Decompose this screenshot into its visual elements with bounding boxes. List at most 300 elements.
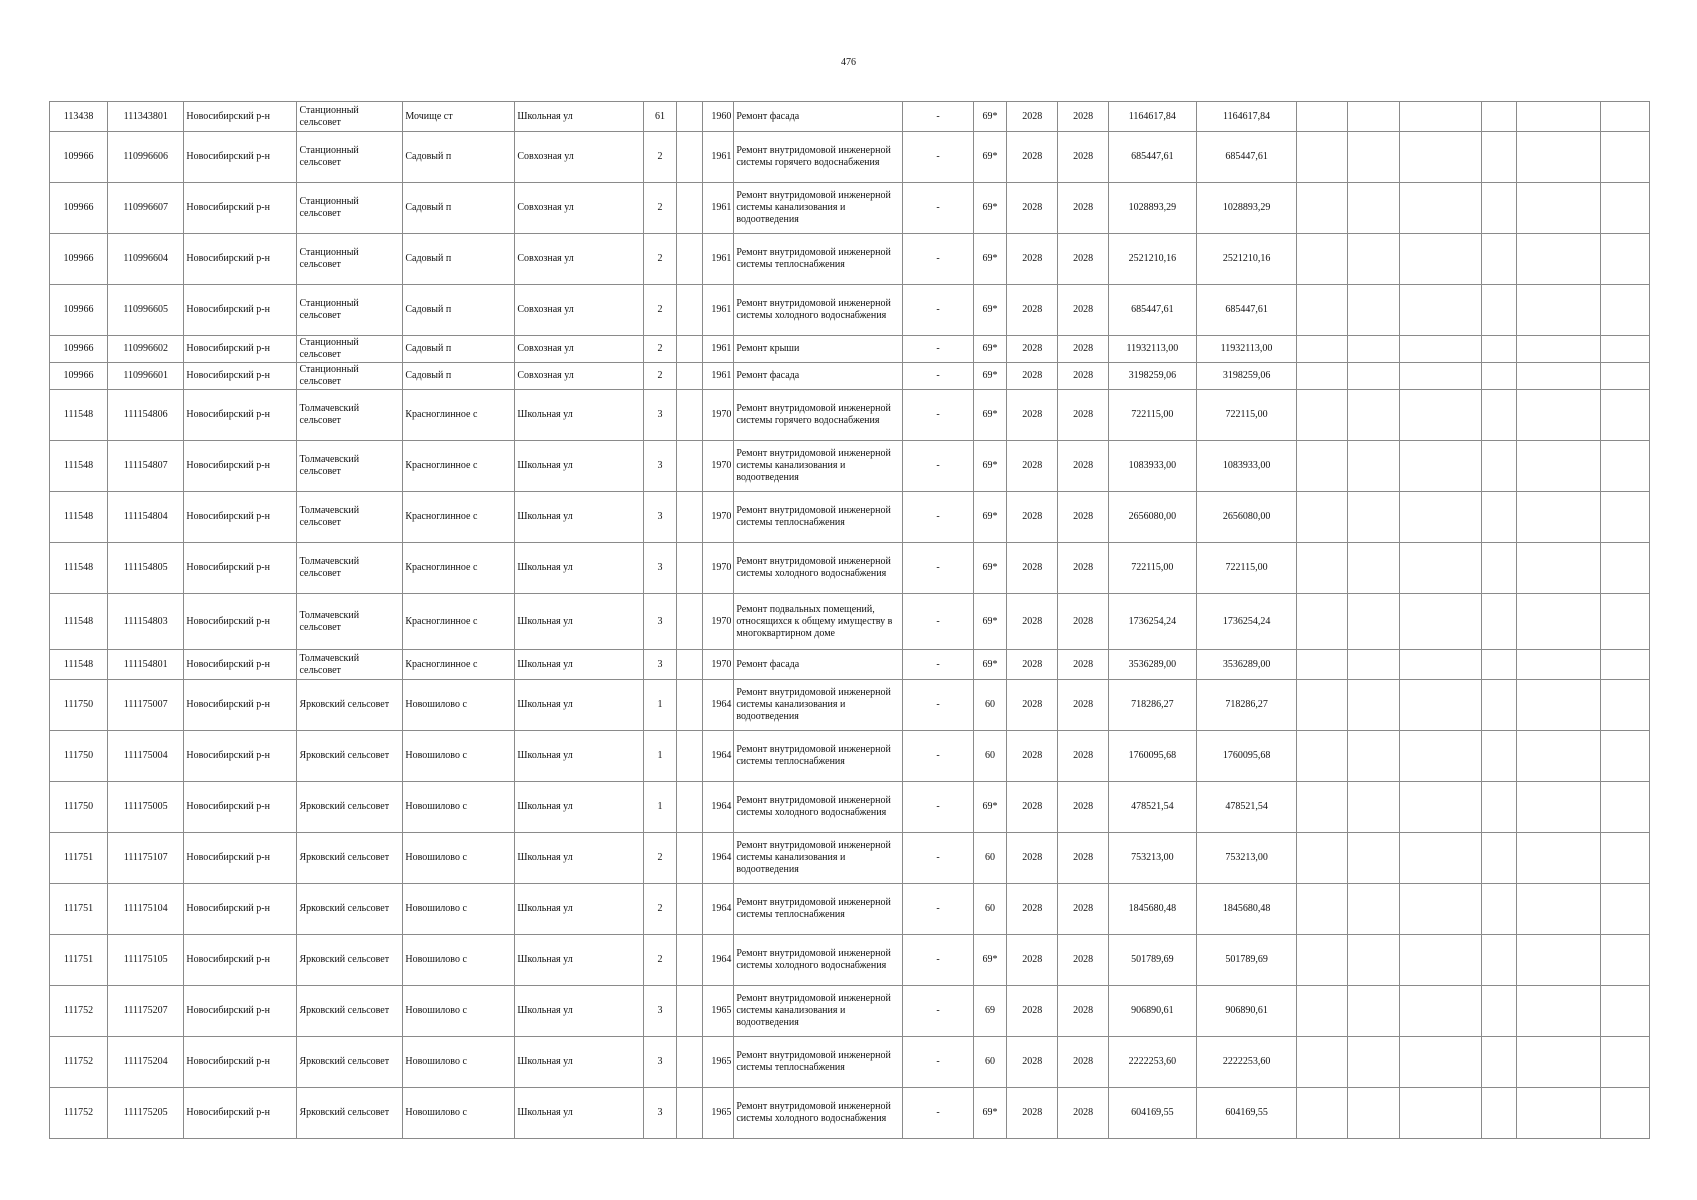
col-cost: 722115,00 — [1196, 390, 1297, 441]
col-cost: 685447,61 — [1196, 132, 1297, 183]
empty-cell — [1297, 492, 1348, 543]
col-building — [677, 102, 702, 132]
col-year-end: 2028 — [1058, 782, 1109, 833]
empty-cell — [1348, 183, 1400, 234]
col-house-id: 111751 — [50, 884, 108, 935]
col-year-end: 2028 — [1058, 731, 1109, 782]
col-year: 1961 — [702, 336, 734, 363]
table-row — [50, 833, 1650, 884]
col-building — [677, 183, 702, 234]
col-year-start: 2028 — [1007, 102, 1058, 132]
col-building — [677, 492, 702, 543]
empty-cell — [1517, 285, 1601, 336]
table-row — [50, 543, 1650, 594]
col-work-type: Ремонт внутридомовой инженерной системы горячего водоснабжения — [734, 390, 903, 441]
col-building — [677, 363, 702, 390]
table-row — [50, 986, 1650, 1037]
col-work-type: Ремонт крыши — [734, 336, 903, 363]
empty-cell — [1400, 336, 1481, 363]
col-year: 1964 — [702, 833, 734, 884]
col-house-id: 109966 — [50, 234, 108, 285]
col-dash: - — [903, 1088, 973, 1139]
col-cost: 604169,55 — [1196, 1088, 1297, 1139]
col-total-cost: 604169,55 — [1109, 1088, 1197, 1139]
empty-cell — [1400, 594, 1481, 650]
col-percent: 69 — [973, 986, 1007, 1037]
col-cost: 1845680,48 — [1196, 884, 1297, 935]
empty-cell — [1297, 594, 1348, 650]
col-house-number: 2 — [643, 234, 677, 285]
empty-cell — [1348, 363, 1400, 390]
col-work-type: Ремонт фасада — [734, 102, 903, 132]
col-house-number: 3 — [643, 1037, 677, 1088]
empty-cell — [1348, 935, 1400, 986]
col-house-number: 2 — [643, 336, 677, 363]
col-total-cost: 478521,54 — [1109, 782, 1197, 833]
empty-cell — [1481, 782, 1517, 833]
col-year-end: 2028 — [1058, 543, 1109, 594]
col-year-end: 2028 — [1058, 132, 1109, 183]
col-total-cost: 685447,61 — [1109, 285, 1197, 336]
empty-cell — [1400, 833, 1481, 884]
col-street: Совхозная ул — [515, 234, 643, 285]
empty-cell — [1517, 1088, 1601, 1139]
col-year-end: 2028 — [1058, 833, 1109, 884]
col-year: 1961 — [702, 132, 734, 183]
col-year-end: 2028 — [1058, 492, 1109, 543]
empty-cell — [1481, 884, 1517, 935]
empty-cell — [1481, 102, 1517, 132]
col-work-type: Ремонт внутридомовой инженерной системы теплоснабжения — [734, 1037, 903, 1088]
col-year-start: 2028 — [1007, 731, 1058, 782]
col-work-id: 110996607 — [108, 183, 184, 234]
col-year: 1964 — [702, 782, 734, 833]
col-total-cost: 11932113,00 — [1109, 336, 1197, 363]
empty-cell — [1600, 884, 1649, 935]
empty-cell — [1600, 285, 1649, 336]
col-work-type: Ремонт внутридомовой инженерной системы холодного водоснабжения — [734, 543, 903, 594]
col-total-cost: 906890,61 — [1109, 986, 1197, 1037]
col-house-id: 111751 — [50, 833, 108, 884]
empty-cell — [1517, 336, 1601, 363]
col-house-number: 2 — [643, 935, 677, 986]
col-work-type: Ремонт внутридомовой инженерной системы холодного водоснабжения — [734, 285, 903, 336]
col-cost: 753213,00 — [1196, 833, 1297, 884]
empty-cell — [1481, 731, 1517, 782]
col-year-end: 2028 — [1058, 594, 1109, 650]
col-year-end: 2028 — [1058, 1088, 1109, 1139]
col-district: Новосибирский р-н — [184, 935, 297, 986]
empty-cell — [1600, 492, 1649, 543]
col-cost: 685447,61 — [1196, 285, 1297, 336]
empty-cell — [1297, 285, 1348, 336]
empty-cell — [1400, 731, 1481, 782]
col-dash: - — [903, 492, 973, 543]
col-street: Школьная ул — [515, 1037, 643, 1088]
col-district: Новосибирский р-н — [184, 731, 297, 782]
col-year: 1964 — [702, 731, 734, 782]
col-total-cost: 722115,00 — [1109, 390, 1197, 441]
col-percent: 60 — [973, 680, 1007, 731]
col-settlement-council: Станционный сельсовет — [297, 132, 403, 183]
col-dash: - — [903, 935, 973, 986]
col-house-id: 109966 — [50, 132, 108, 183]
col-cost: 3198259,06 — [1196, 363, 1297, 390]
col-locality: Новошилово с — [403, 884, 515, 935]
col-street: Школьная ул — [515, 782, 643, 833]
col-street: Школьная ул — [515, 986, 643, 1037]
empty-cell — [1517, 543, 1601, 594]
empty-cell — [1297, 336, 1348, 363]
col-dash: - — [903, 884, 973, 935]
table-row — [50, 183, 1650, 234]
col-dash: - — [903, 986, 973, 1037]
col-percent: 69* — [973, 594, 1007, 650]
col-house-id: 111548 — [50, 390, 108, 441]
empty-cell — [1481, 132, 1517, 183]
col-year-start: 2028 — [1007, 1088, 1058, 1139]
col-work-type: Ремонт внутридомовой инженерной системы канализования и водоотведения — [734, 680, 903, 731]
col-house-id: 111548 — [50, 594, 108, 650]
empty-cell — [1517, 731, 1601, 782]
col-work-type: Ремонт фасада — [734, 363, 903, 390]
col-district: Новосибирский р-н — [184, 336, 297, 363]
empty-cell — [1481, 390, 1517, 441]
empty-cell — [1400, 492, 1481, 543]
empty-cell — [1517, 363, 1601, 390]
table-row — [50, 363, 1650, 390]
empty-cell — [1348, 102, 1400, 132]
col-dash: - — [903, 336, 973, 363]
col-settlement-council: Станционный сельсовет — [297, 102, 403, 132]
empty-cell — [1481, 986, 1517, 1037]
col-year: 1965 — [702, 1088, 734, 1139]
col-locality: Новошилово с — [403, 1088, 515, 1139]
col-year-start: 2028 — [1007, 782, 1058, 833]
col-house-number: 2 — [643, 833, 677, 884]
empty-cell — [1600, 336, 1649, 363]
col-street: Совхозная ул — [515, 285, 643, 336]
empty-cell — [1481, 183, 1517, 234]
empty-cell — [1348, 132, 1400, 183]
col-work-type: Ремонт внутридомовой инженерной системы теплоснабжения — [734, 731, 903, 782]
col-building — [677, 285, 702, 336]
empty-cell — [1348, 680, 1400, 731]
col-settlement-council: Ярковский сельсовет — [297, 680, 403, 731]
col-locality: Садовый п — [403, 363, 515, 390]
empty-cell — [1517, 935, 1601, 986]
col-year: 1961 — [702, 363, 734, 390]
table-row — [50, 132, 1650, 183]
empty-cell — [1517, 183, 1601, 234]
col-cost: 3536289,00 — [1196, 650, 1297, 680]
col-settlement-council: Толмачевский сельсовет — [297, 492, 403, 543]
empty-cell — [1600, 1088, 1649, 1139]
empty-cell — [1297, 833, 1348, 884]
col-house-number: 3 — [643, 390, 677, 441]
col-year-start: 2028 — [1007, 680, 1058, 731]
col-building — [677, 390, 702, 441]
col-work-type: Ремонт внутридомовой инженерной системы горячего водоснабжения — [734, 132, 903, 183]
col-percent: 69* — [973, 782, 1007, 833]
empty-cell — [1348, 650, 1400, 680]
col-dash: - — [903, 650, 973, 680]
col-locality: Новошилово с — [403, 731, 515, 782]
empty-cell — [1517, 390, 1601, 441]
col-house-id: 109966 — [50, 183, 108, 234]
col-cost: 2656080,00 — [1196, 492, 1297, 543]
col-locality: Новошилово с — [403, 782, 515, 833]
empty-cell — [1600, 1037, 1649, 1088]
table-row — [50, 441, 1650, 492]
col-total-cost: 722115,00 — [1109, 543, 1197, 594]
col-dash: - — [903, 1037, 973, 1088]
col-year: 1961 — [702, 234, 734, 285]
col-year: 1964 — [702, 884, 734, 935]
col-work-type: Ремонт внутридомовой инженерной системы теплоснабжения — [734, 492, 903, 543]
table-row — [50, 594, 1650, 650]
col-building — [677, 731, 702, 782]
col-house-number: 3 — [643, 441, 677, 492]
col-building — [677, 132, 702, 183]
table-row — [50, 935, 1650, 986]
col-cost: 722115,00 — [1196, 543, 1297, 594]
col-settlement-council: Ярковский сельсовет — [297, 782, 403, 833]
col-total-cost: 3536289,00 — [1109, 650, 1197, 680]
col-year-end: 2028 — [1058, 935, 1109, 986]
col-total-cost: 1845680,48 — [1109, 884, 1197, 935]
col-dash: - — [903, 183, 973, 234]
col-locality: Красноглинное с — [403, 492, 515, 543]
col-settlement-council: Ярковский сельсовет — [297, 833, 403, 884]
empty-cell — [1297, 935, 1348, 986]
col-building — [677, 234, 702, 285]
empty-cell — [1348, 1037, 1400, 1088]
empty-cell — [1297, 650, 1348, 680]
col-total-cost: 1164617,84 — [1109, 102, 1197, 132]
col-total-cost: 1028893,29 — [1109, 183, 1197, 234]
col-work-id: 111343801 — [108, 102, 184, 132]
col-total-cost: 2656080,00 — [1109, 492, 1197, 543]
empty-cell — [1400, 543, 1481, 594]
col-district: Новосибирский р-н — [184, 102, 297, 132]
col-settlement-council: Станционный сельсовет — [297, 234, 403, 285]
col-work-id: 111175007 — [108, 680, 184, 731]
col-house-number: 1 — [643, 731, 677, 782]
col-street: Совхозная ул — [515, 183, 643, 234]
col-settlement-council: Ярковский сельсовет — [297, 1037, 403, 1088]
col-dash: - — [903, 363, 973, 390]
col-year: 1965 — [702, 986, 734, 1037]
col-locality: Красноглинное с — [403, 441, 515, 492]
col-locality: Садовый п — [403, 234, 515, 285]
col-locality: Садовый п — [403, 183, 515, 234]
empty-cell — [1481, 234, 1517, 285]
col-year: 1970 — [702, 650, 734, 680]
col-dash: - — [903, 234, 973, 285]
col-year-start: 2028 — [1007, 441, 1058, 492]
table-row — [50, 285, 1650, 336]
col-work-type: Ремонт внутридомовой инженерной системы канализования и водоотведения — [734, 441, 903, 492]
col-year-end: 2028 — [1058, 680, 1109, 731]
col-house-number: 61 — [643, 102, 677, 132]
capital-repair-table — [49, 101, 1650, 1139]
col-district: Новосибирский р-н — [184, 132, 297, 183]
empty-cell — [1600, 650, 1649, 680]
col-cost: 478521,54 — [1196, 782, 1297, 833]
col-house-number: 2 — [643, 884, 677, 935]
col-year: 1964 — [702, 935, 734, 986]
col-percent: 60 — [973, 833, 1007, 884]
col-year-end: 2028 — [1058, 285, 1109, 336]
col-house-number: 3 — [643, 650, 677, 680]
empty-cell — [1400, 782, 1481, 833]
col-street: Школьная ул — [515, 543, 643, 594]
empty-cell — [1517, 833, 1601, 884]
table-row — [50, 650, 1650, 680]
empty-cell — [1517, 492, 1601, 543]
empty-cell — [1600, 234, 1649, 285]
col-year: 1964 — [702, 680, 734, 731]
col-dash: - — [903, 594, 973, 650]
empty-cell — [1297, 102, 1348, 132]
col-locality: Садовый п — [403, 285, 515, 336]
col-year-end: 2028 — [1058, 884, 1109, 935]
empty-cell — [1348, 390, 1400, 441]
col-year-start: 2028 — [1007, 390, 1058, 441]
empty-cell — [1297, 390, 1348, 441]
col-work-id: 111175005 — [108, 782, 184, 833]
empty-cell — [1348, 336, 1400, 363]
empty-cell — [1297, 1088, 1348, 1139]
col-year-start: 2028 — [1007, 336, 1058, 363]
col-work-type: Ремонт внутридомовой инженерной системы теплоснабжения — [734, 234, 903, 285]
col-house-number: 1 — [643, 680, 677, 731]
col-street: Совхозная ул — [515, 336, 643, 363]
col-building — [677, 884, 702, 935]
col-year: 1970 — [702, 543, 734, 594]
empty-cell — [1400, 234, 1481, 285]
col-street: Совхозная ул — [515, 363, 643, 390]
col-year-start: 2028 — [1007, 594, 1058, 650]
col-street: Школьная ул — [515, 492, 643, 543]
col-house-id: 109966 — [50, 285, 108, 336]
col-locality: Красноглинное с — [403, 390, 515, 441]
col-year-start: 2028 — [1007, 234, 1058, 285]
empty-cell — [1348, 594, 1400, 650]
col-work-type: Ремонт фасада — [734, 650, 903, 680]
col-year-start: 2028 — [1007, 935, 1058, 986]
empty-cell — [1481, 363, 1517, 390]
empty-cell — [1400, 390, 1481, 441]
empty-cell — [1297, 183, 1348, 234]
col-district: Новосибирский р-н — [184, 234, 297, 285]
empty-cell — [1348, 731, 1400, 782]
col-total-cost: 501789,69 — [1109, 935, 1197, 986]
col-street: Школьная ул — [515, 731, 643, 782]
col-dash: - — [903, 782, 973, 833]
col-percent: 60 — [973, 731, 1007, 782]
empty-cell — [1348, 492, 1400, 543]
empty-cell — [1600, 132, 1649, 183]
empty-cell — [1481, 1088, 1517, 1139]
col-house-id: 111752 — [50, 1037, 108, 1088]
col-percent: 69* — [973, 1088, 1007, 1139]
empty-cell — [1517, 234, 1601, 285]
col-locality: Садовый п — [403, 336, 515, 363]
col-year-start: 2028 — [1007, 285, 1058, 336]
col-percent: 69* — [973, 650, 1007, 680]
col-settlement-council: Ярковский сельсовет — [297, 884, 403, 935]
table-row — [50, 731, 1650, 782]
col-district: Новосибирский р-н — [184, 680, 297, 731]
col-work-type: Ремонт внутридомовой инженерной системы канализования и водоотведения — [734, 833, 903, 884]
col-building — [677, 680, 702, 731]
col-settlement-council: Станционный сельсовет — [297, 285, 403, 336]
col-district: Новосибирский р-н — [184, 986, 297, 1037]
col-cost: 906890,61 — [1196, 986, 1297, 1037]
empty-cell — [1517, 680, 1601, 731]
col-work-id: 110996606 — [108, 132, 184, 183]
col-building — [677, 336, 702, 363]
col-house-id: 109966 — [50, 363, 108, 390]
col-percent: 69* — [973, 132, 1007, 183]
empty-cell — [1400, 935, 1481, 986]
col-district: Новосибирский р-н — [184, 1088, 297, 1139]
col-work-id: 111175207 — [108, 986, 184, 1037]
col-building — [677, 986, 702, 1037]
col-locality: Новошилово с — [403, 1037, 515, 1088]
col-year: 1965 — [702, 1037, 734, 1088]
col-settlement-council: Толмачевский сельсовет — [297, 441, 403, 492]
col-work-id: 110996604 — [108, 234, 184, 285]
empty-cell — [1517, 594, 1601, 650]
col-cost: 2222253,60 — [1196, 1037, 1297, 1088]
col-work-id: 111175107 — [108, 833, 184, 884]
col-year: 1960 — [702, 102, 734, 132]
col-street: Школьная ул — [515, 441, 643, 492]
col-work-type: Ремонт внутридомовой инженерной системы канализования и водоотведения — [734, 183, 903, 234]
col-district: Новосибирский р-н — [184, 441, 297, 492]
table-row — [50, 492, 1650, 543]
col-house-id: 111548 — [50, 492, 108, 543]
col-year-end: 2028 — [1058, 650, 1109, 680]
empty-cell — [1600, 390, 1649, 441]
col-dash: - — [903, 833, 973, 884]
table-row — [50, 782, 1650, 833]
col-work-id: 110996605 — [108, 285, 184, 336]
col-year-start: 2028 — [1007, 650, 1058, 680]
col-cost: 1028893,29 — [1196, 183, 1297, 234]
col-settlement-council: Ярковский сельсовет — [297, 1088, 403, 1139]
table-row — [50, 234, 1650, 285]
col-year-start: 2028 — [1007, 492, 1058, 543]
empty-cell — [1400, 884, 1481, 935]
empty-cell — [1400, 183, 1481, 234]
col-building — [677, 935, 702, 986]
empty-cell — [1517, 884, 1601, 935]
empty-cell — [1348, 986, 1400, 1037]
col-year-end: 2028 — [1058, 986, 1109, 1037]
col-percent: 69* — [973, 363, 1007, 390]
empty-cell — [1348, 285, 1400, 336]
empty-cell — [1600, 543, 1649, 594]
col-total-cost: 1083933,00 — [1109, 441, 1197, 492]
col-house-id: 111751 — [50, 935, 108, 986]
col-dash: - — [903, 132, 973, 183]
col-work-id: 111154807 — [108, 441, 184, 492]
col-locality: Красноглинное с — [403, 543, 515, 594]
